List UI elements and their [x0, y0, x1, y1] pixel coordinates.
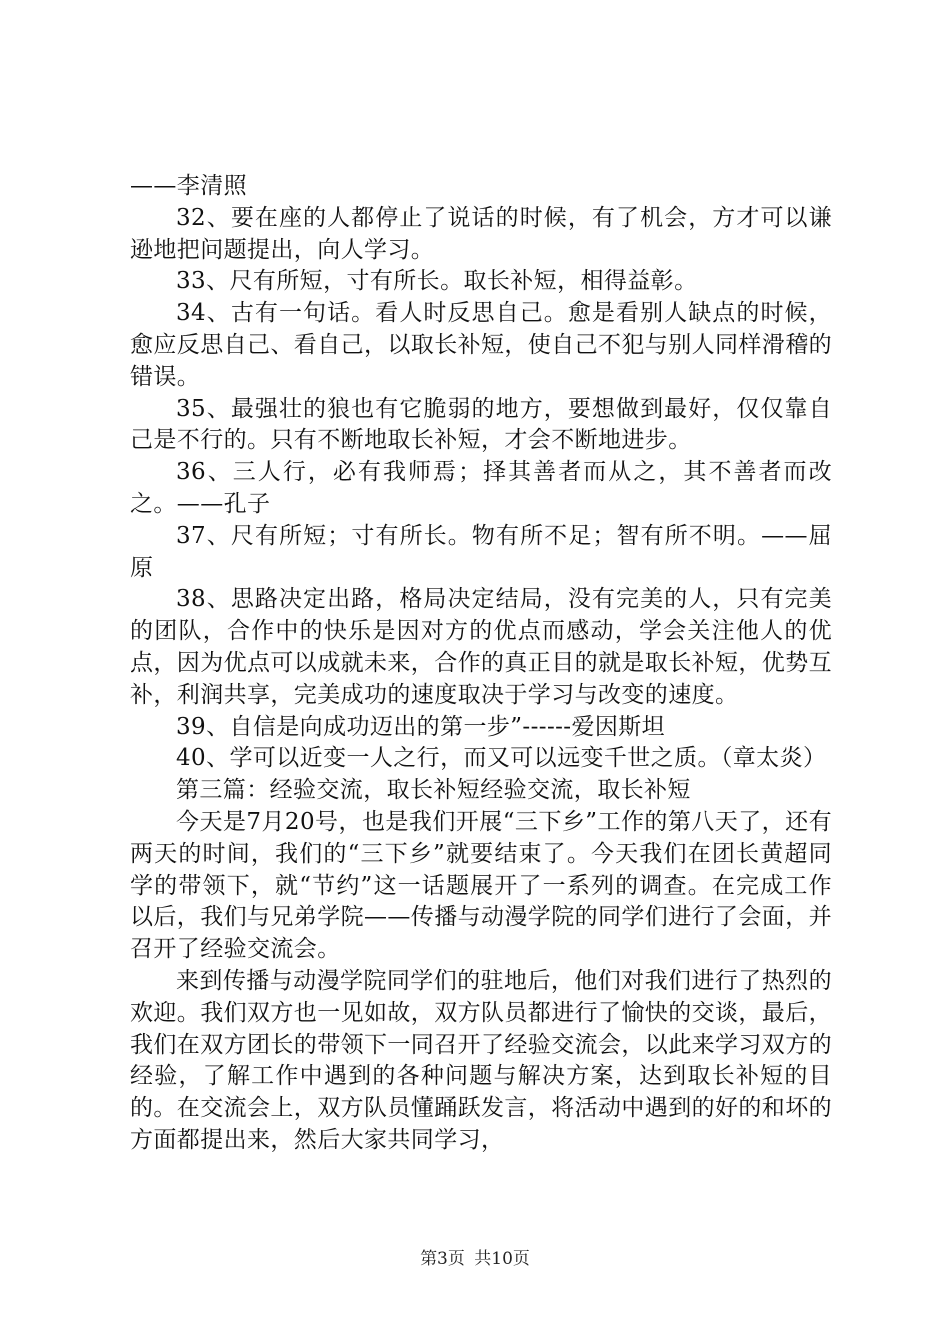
paragraph-quote-39: 39、自信是向成功迈出的第一步”------爱因斯坦 — [176, 713, 666, 740]
paragraph-quote-36: 36、三人行，必有我师焉；择其善者而从之，其不善者而改之。——孔子 — [130, 459, 832, 517]
paragraph-quote-37: 37、尺有所短；寸有所长。物有所不足；智有所不明。——屈原 — [130, 522, 832, 581]
paragraph-quote-35: 35、最强壮的狼也有它脆弱的地方，要想做到最好，仅仅靠自己是不行的。只有不断地取长补短，才会不断地进步。 — [130, 395, 832, 454]
paragraph-body-1: 今天是7月20号，也是我们开展“三下乡”工作的第八天了，还有两天的时间，我们的“三下乡”就要结束了。今天我们在团长黄超同学的带领下，就“节约”这一话题展开了一系列的调查。在完成工作以后，我们与兄弟学院——传播与动漫学院的同学们进行了会面，并召开了经验交流会。 — [130, 808, 832, 963]
section-heading-part-three: 第三篇：经验交流，取长补短经验交流，取长补短 — [176, 777, 691, 804]
paragraph-body-2: 来到传播与动漫学院同学们的驻地后，他们对我们进行了热烈的欢迎。我们双方也一见如故，双方队员都进行了愉快的交谈，最后，我们在双方团长的带领下一同召开了经验交流会，以此来学习双方的经验，了解工作中遇到的各种问题与解决方案，达到取长补短的目的。在交流会上，双方队员懂踊跃发言，将活动中遇到的好的和坏的方面都提出来，然后大家共同学习， — [130, 967, 832, 1153]
paragraph-quote-33: 33、尺有所短，寸有所长。取长补短，相得益彰。 — [176, 268, 698, 295]
page-number: 第3页 — [420, 1249, 465, 1269]
page-total: 共10页 — [474, 1249, 530, 1269]
paragraph-quote-34: 34、古有一句话。看人时反思自己。愈是看别人缺点的时候，愈应反思自己、看自己，以取长补短，使自己不犯与别人同样滑稽的错误。 — [130, 300, 832, 390]
paragraph-quote-40: 40、学可以近变一人之行，而又可以远变千世之质。（章太炎） — [176, 745, 827, 772]
paragraph-attribution-li-qingzhao: ——李清照 — [130, 173, 247, 199]
page-footer — [0, 1244, 950, 1269]
document-body — [130, 171, 832, 1157]
paragraph-quote-38: 38、思路决定出路，格局决定结局，没有完美的人，只有完美的团队，合作中的快乐是因对方的优点而感动，学会关注他人的优点，因为优点可以成就未来，合作的真正目的就是取长补短，优势互补，利润共享，完美成功的速度取决于学习与改变的速度。 — [130, 586, 832, 708]
paragraph-quote-32: 32、要在座的人都停止了说话的时候，有了机会，方才可以谦逊地把问题提出，向人学习。 — [130, 204, 832, 263]
